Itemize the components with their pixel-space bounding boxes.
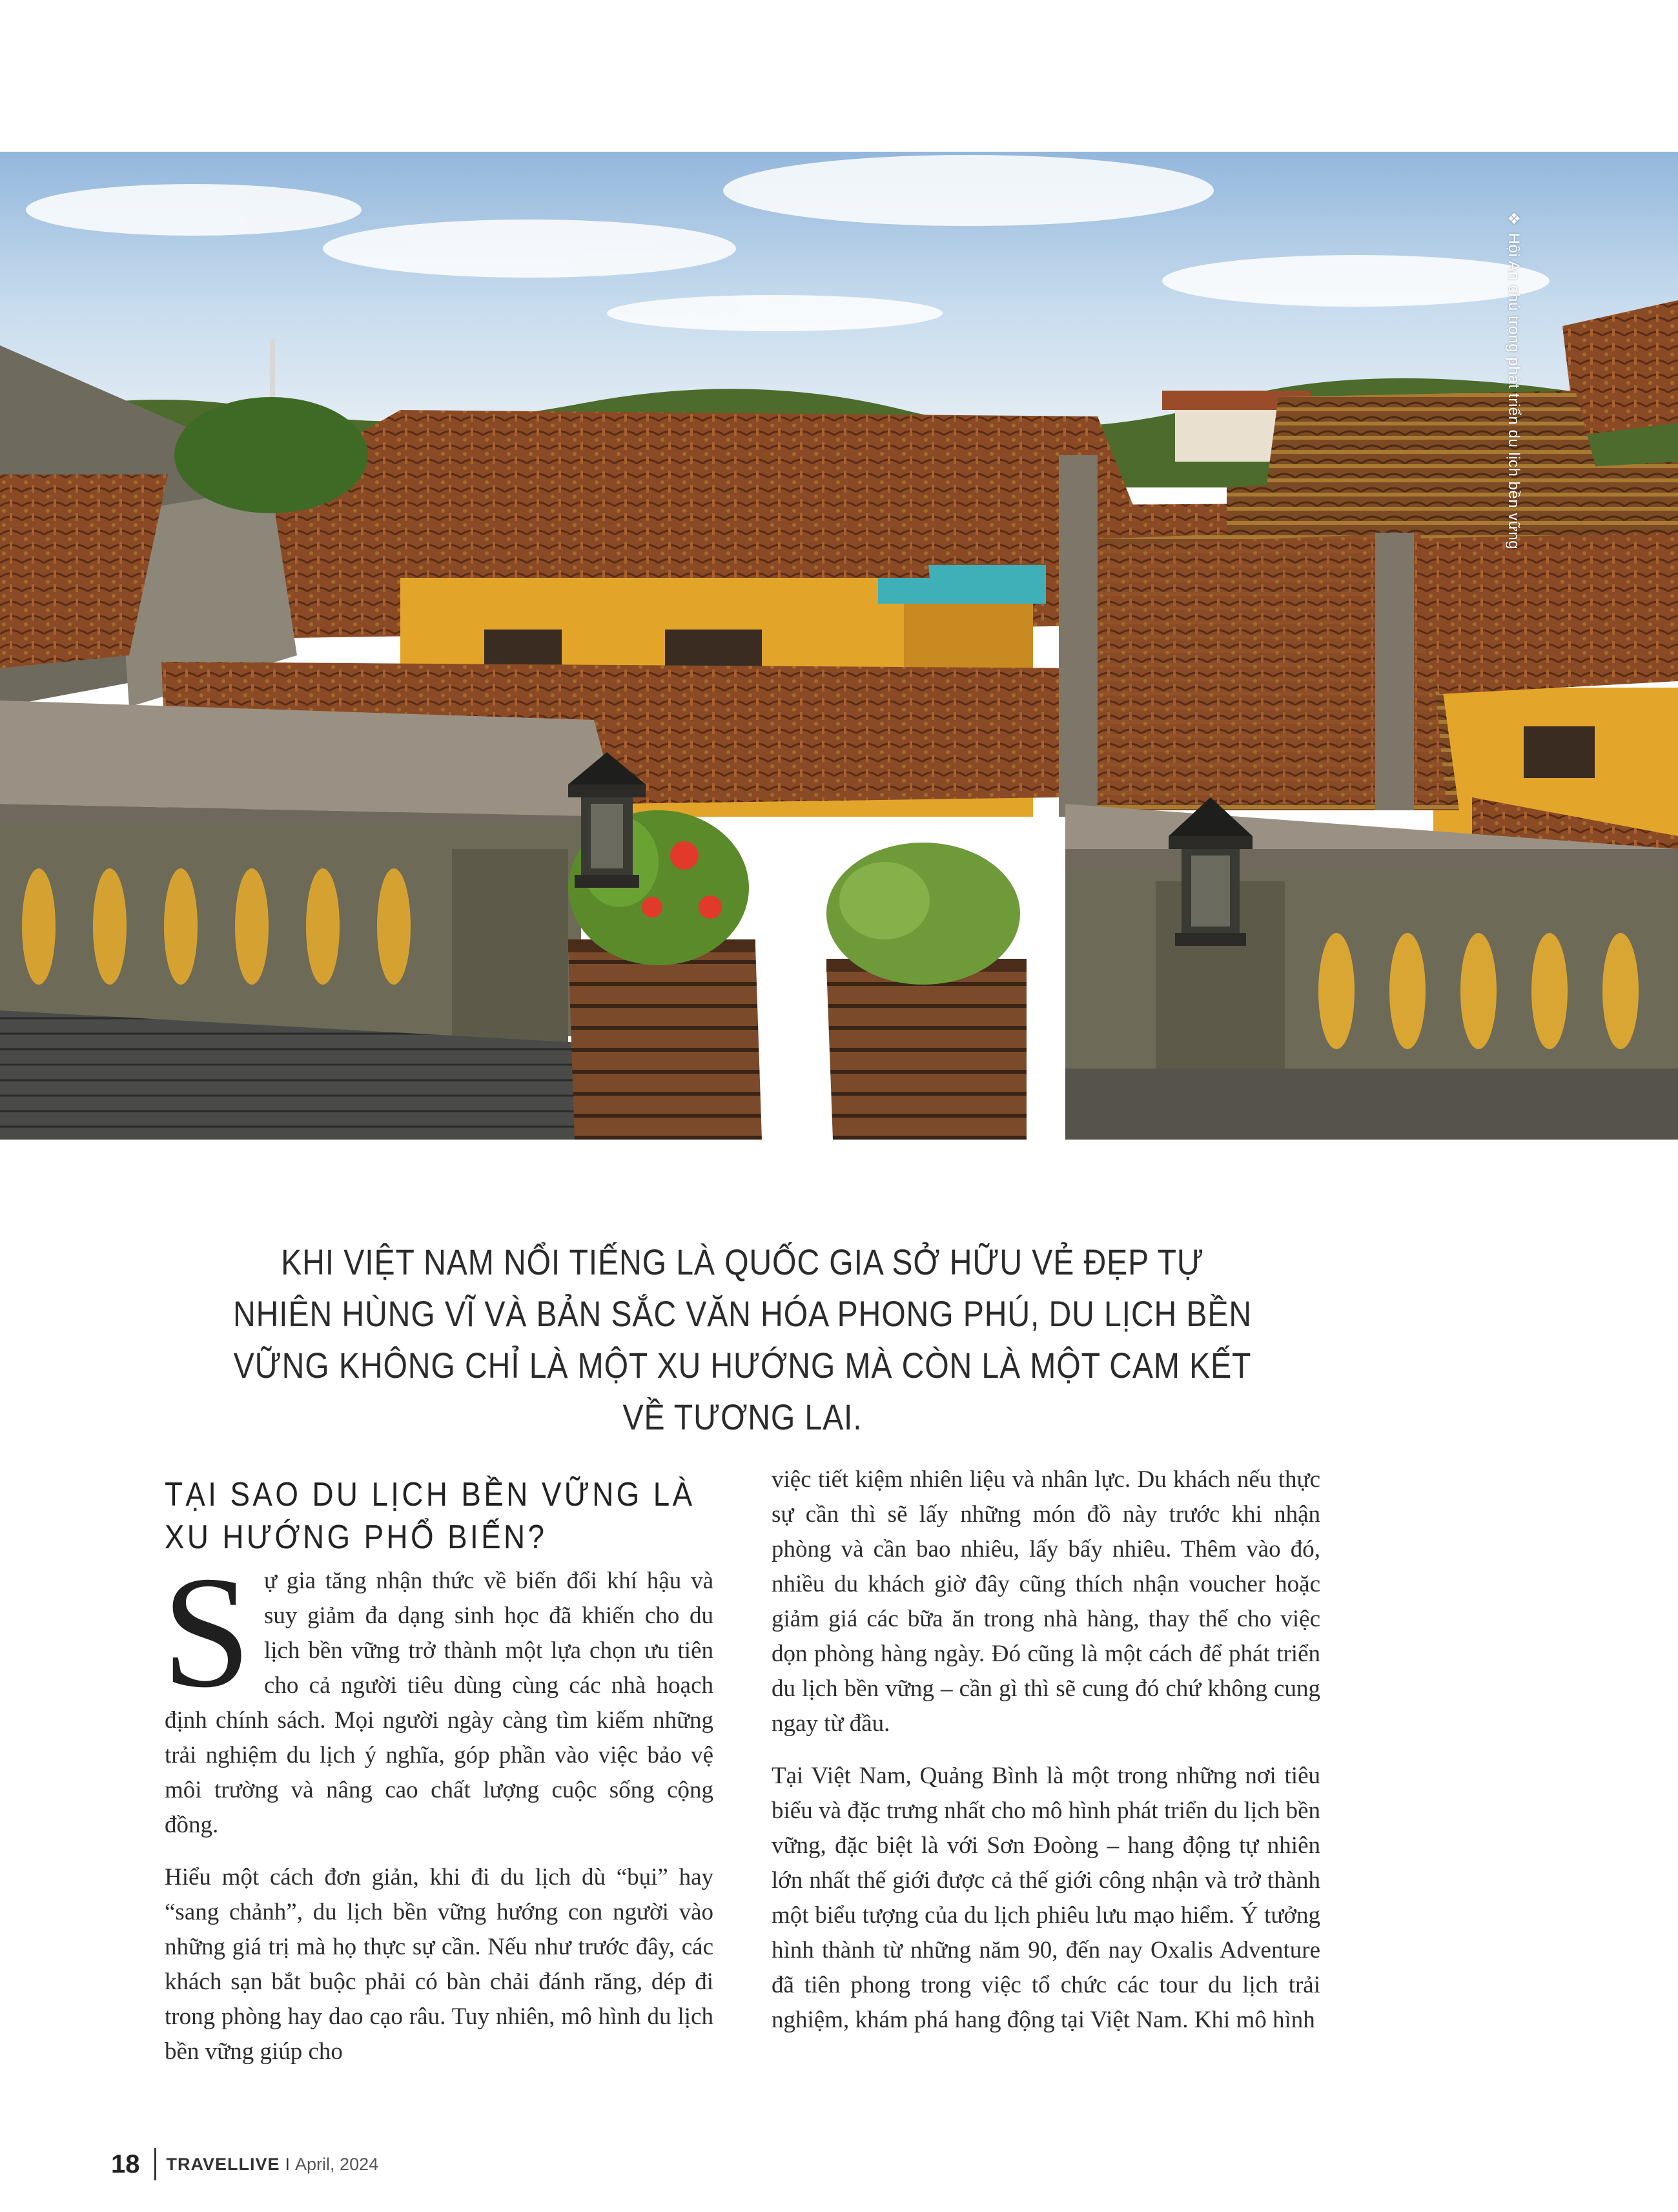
- article-paragraph-1-text: ự gia tăng nhận thức về biến đổi khí hậu và suy giảm đa dạng sinh học đã khiến cho du lịch bền vững trở thành một lựa chọn ưu tiên cho cả người tiêu dùng cùng các nhà hoạch định chính sách. Mọi người ngày càng tìm kiếm những trải nghiệm du lịch ý nghĩa, góp phần vào việc bảo vệ môi trường và nâng cao chất lượng cuộc sống cộng đồng.: [165, 1568, 713, 1838]
- drop-cap: S: [162, 1543, 251, 1721]
- lead-paragraph: KHI VIỆT NAM NỔI TIẾNG LÀ QUỐC GIA SỞ HỮU VẺ ĐẸP TỰ NHIÊN HÙNG VĨ VÀ BẢN SẮC VĂN HÓA PHONG PHÚ, DU LỊCH BỀN VỮNG KHÔNG CHỈ LÀ MỘT XU HƯỚNG MÀ CÒN LÀ MỘT CAM KẾT VỀ TƯƠNG LAI.: [232, 1242, 1252, 1437]
- article-column-right: [772, 1462, 1320, 2055]
- article-column-left: [162, 1473, 713, 2087]
- hero-photo: [0, 152, 1678, 1140]
- issue-date: April, 2024: [295, 2154, 379, 2174]
- article-paragraph-2: Hiểu một cách đơn giản, khi đi du lịch dù “bụi” hay “sang chảnh”, du lịch bền vững hướng con người vào những giá trị mà họ thực sự cần. Nếu như trước đây, các khách sạn bắt buộc phải có bàn chải đánh răng, dép đi trong phòng hay dao cạo râu. Tuy nhiên, mô hình du lịch bền vững giúp cho: [165, 1864, 713, 2065]
- article-paragraph-3: việc tiết kiệm nhiên liệu và nhân lực. Du khách nếu thực sự cần thì sẽ lấy những món đồ này trước khi nhận phòng và cần bao nhiêu, lấy bấy nhiêu. Thêm vào đó, nhiều du khách giờ đây cũng thích nhận voucher hoặc giảm giá các bữa ăn trong nhà hàng, thay thế cho việc dọn phòng hàng ngày. Đó cũng là một cách để phát triển du lịch bền vững – cần gì thì sẽ cung đó chứ không cung ngay từ đầu.: [772, 1466, 1320, 1737]
- footer-separator: I: [285, 2154, 291, 2174]
- footer-divider: [154, 2148, 156, 2180]
- section-heading: TẠI SAO DU LỊCH BỀN VỮNG LÀ XU HƯỚNG PHỔ BIẾN?: [165, 1476, 695, 1556]
- article-paragraph-1: [162, 1543, 713, 1843]
- photo-caption: ❖ Hội An chú trọng phát triển du lịch bền vững: [1505, 210, 1522, 550]
- magazine-name: TRAVELLIVE: [166, 2154, 280, 2174]
- page-number: 18: [111, 2149, 140, 2178]
- article-paragraph-4: Tại Việt Nam, Quảng Bình là một trong những nơi tiêu biểu và đặc trưng nhất cho mô hình phát triển du lịch bền vững, đặc biệt là với Sơn Đoòng – hang động tự nhiên lớn nhất thế giới được cả thế giới công nhận và trở thành một biểu tượng của du lịch phiêu lưu mạo hiểm. Ý tưởng hình thành từ những năm 90, đến nay Oxalis Adventure đã tiên phong trong việc tổ chức các tour du lịch trải nghiệm, khám phá hang động tại Việt Nam. Khi mô hình: [772, 1763, 1320, 2033]
- page-footer: [111, 2145, 378, 2184]
